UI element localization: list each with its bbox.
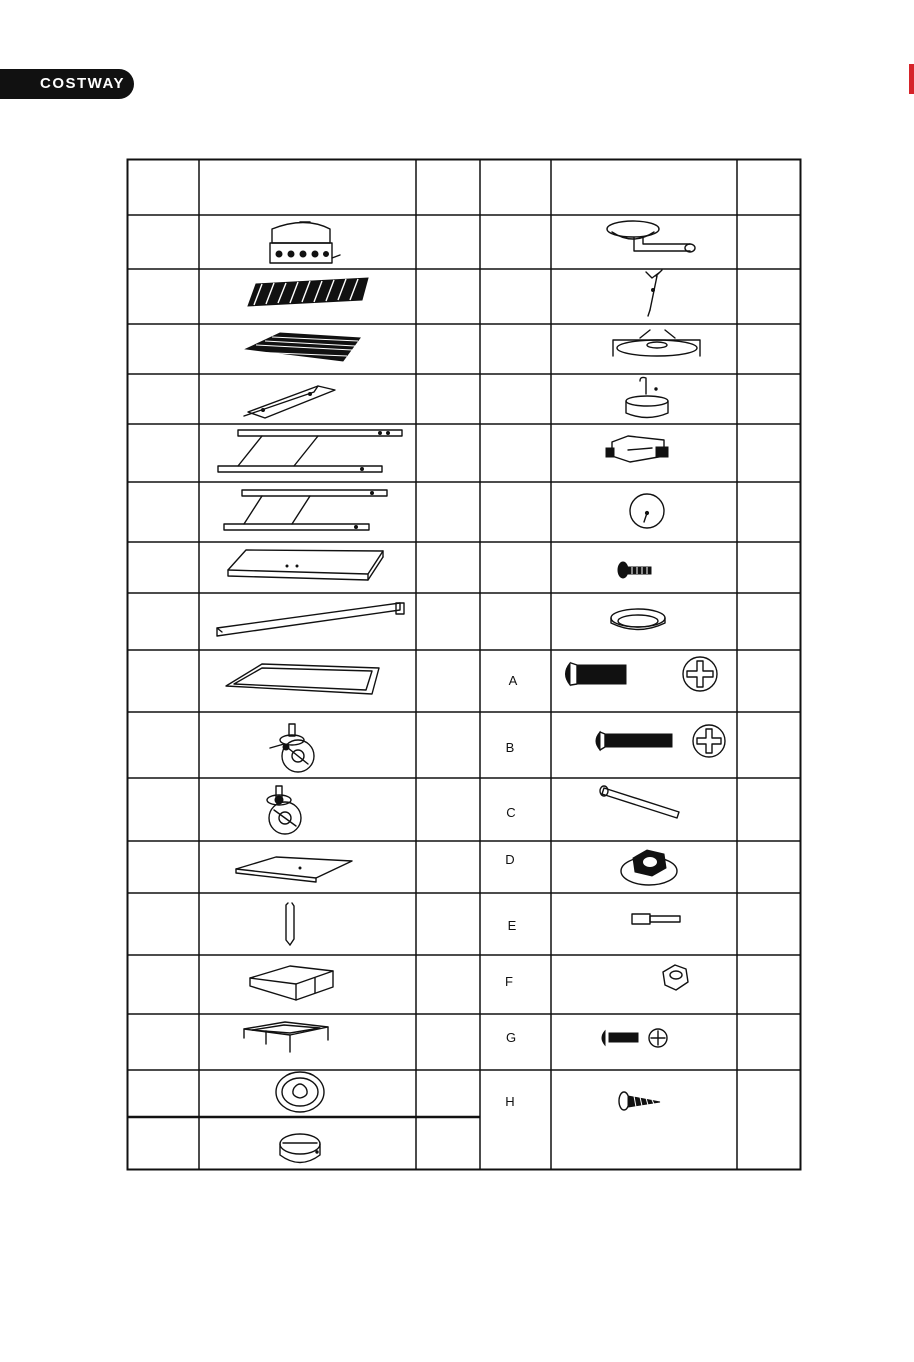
burner-grate-icon	[613, 330, 700, 356]
hardware-letter: G	[505, 1030, 517, 1045]
hardware-row	[506, 1029, 667, 1047]
phillips-bolt-large-icon	[566, 657, 718, 691]
heat-tent-icon	[244, 386, 335, 418]
side-shelf-icon	[250, 966, 333, 1000]
hardware-row	[509, 657, 717, 691]
hardware-letter: H	[505, 1094, 515, 1109]
hex-nut-icon	[663, 965, 688, 990]
thermometer-icon	[630, 494, 664, 528]
locking-caster-icon	[270, 724, 314, 772]
hardware-row	[506, 786, 679, 820]
brand-logo-text: COSTWAY	[40, 75, 125, 92]
hardware-letter: F	[505, 974, 513, 989]
self-tapping-screw-icon	[619, 1092, 660, 1110]
hardware-row	[508, 914, 680, 933]
crossbar-icon	[217, 603, 404, 636]
side-frame-right-icon	[224, 490, 387, 530]
hardware-letter: D	[505, 852, 515, 867]
hardware-row	[505, 965, 688, 990]
phillips-bolt-long-icon	[596, 725, 725, 757]
phillips-screw-small-icon	[602, 1029, 667, 1047]
grill-body-icon	[270, 222, 340, 263]
handle-icon	[286, 903, 294, 945]
hardware-row	[506, 725, 725, 757]
pin-icon	[632, 914, 680, 924]
knob-bezel-icon	[276, 1072, 324, 1112]
battery-box-icon	[606, 436, 668, 462]
bottom-frame-icon	[226, 664, 379, 694]
hardware-row	[505, 850, 677, 885]
ignition-wire-icon	[646, 270, 662, 316]
hardware-letter: E	[507, 918, 517, 933]
grommet-ring-icon	[611, 609, 665, 630]
hardware-letter: A	[508, 673, 518, 688]
control-knob-icon	[280, 1134, 320, 1163]
hex-wrench-icon	[600, 786, 679, 818]
side-frame-left-icon	[218, 430, 402, 472]
hardware-row	[505, 1092, 660, 1110]
bottom-panel-icon	[228, 550, 383, 580]
shelf-panel-icon	[236, 857, 352, 882]
thumb-screw-icon	[618, 562, 651, 578]
caster-icon	[267, 786, 301, 834]
cooking-grate-icon	[246, 333, 360, 361]
side-burner-icon	[607, 221, 695, 252]
side-shelf-frame-icon	[244, 1022, 328, 1052]
table-grid	[128, 160, 801, 1170]
warming-rack-icon	[248, 278, 368, 306]
hardware-letter: C	[506, 805, 516, 820]
grease-cup-icon	[626, 377, 668, 417]
flange-nut-icon	[621, 850, 677, 885]
hardware-letter: B	[505, 740, 515, 755]
